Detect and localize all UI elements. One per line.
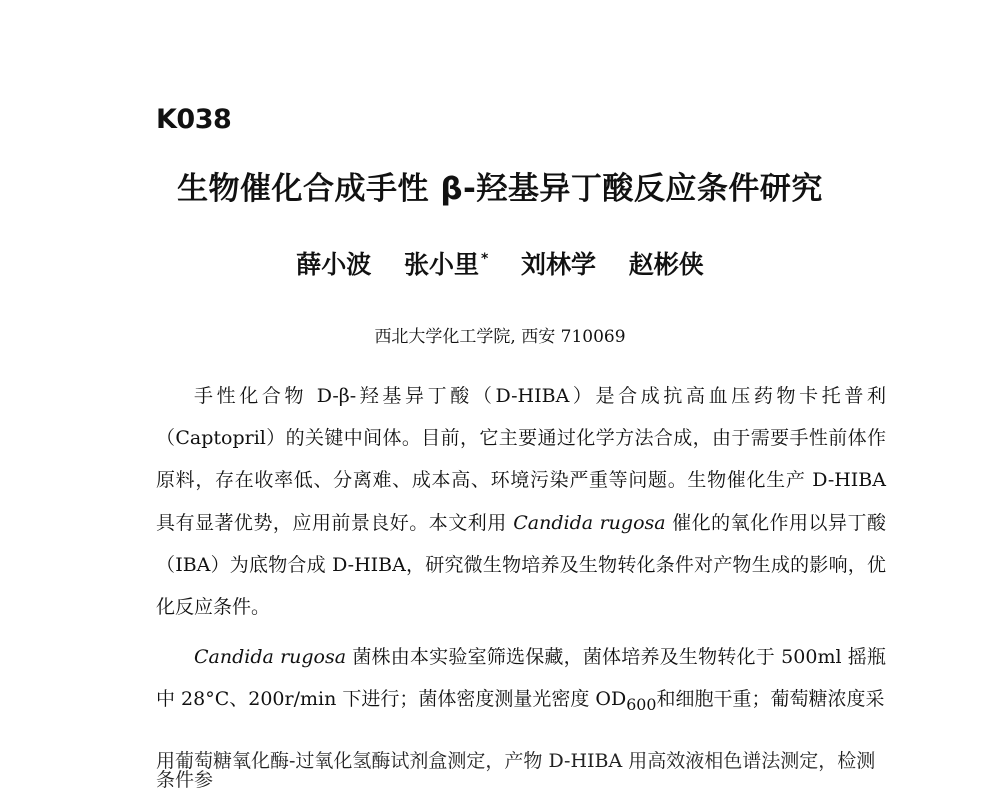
species-name: Candida rugosa [194,646,347,669]
abstract-body [156,375,886,734]
species-name: Candida rugosa [513,511,666,534]
corresponding-author-mark: * [480,251,489,267]
subscript: 600 [626,695,657,715]
author-list [0,245,1000,281]
paragraph: Candida rugosa 菌株由本实验室筛选保藏，菌体培养及生物转化于 500ml 摇瓶中 28°C、200r/min 下进行；菌体密度测量光密度 $OD_{600}$和细胞干重；葡萄糖浓度采 [156,646,886,715]
author-name: 薛小波 [296,250,372,279]
abstract-code: K038 [156,104,232,135]
author-name: 赵彬侠 [628,250,704,279]
author-name: 刘林学 [521,250,597,279]
cropped-text-line: 用葡萄糖氧化酶-过氧化氢酶试剂盒测定，产物 D-HIBA 用高效液相色谱法测定，检测条件参 [156,750,876,791]
affiliation: 西北大学化工学院, 西安 710069 [374,327,626,347]
paragraph: 手性化合物 D-β-羟基异丁酸（D-HIBA）是合成抗高血压药物卡托普利（Captopril）的关键中间体。目前，它主要通过化学方法合成，由于需要手性前体作原料，存在收率低、分离难、成本高、环境污染严重等问题。生物催化生产 D-HIBA 具有显著优势，应用前景良好。本文利用 Candida rugosa 催化的氧化作用以异丁酸（IBA）为底物合成 D-HIBA，研究微生物培养及生物转化条件对产物生成的影响，优化反应条件。 [156,385,886,619]
paper-title: 生物催化合成手性 β-羟基异丁酸反应条件研究 [177,171,823,207]
author-name: 张小里 * [403,250,489,279]
